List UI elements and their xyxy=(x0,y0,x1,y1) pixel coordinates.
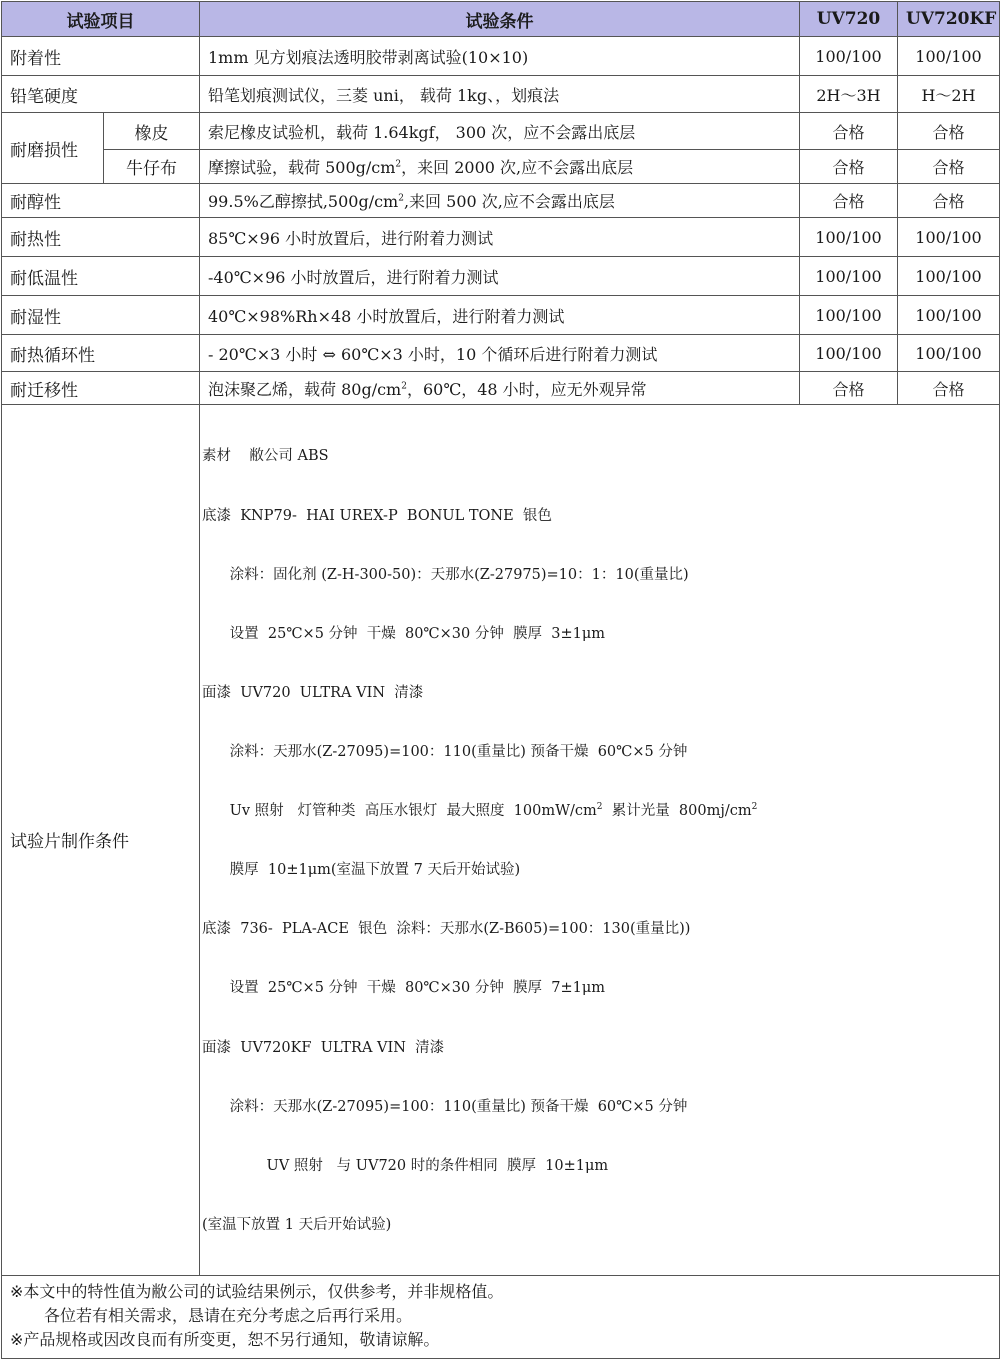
notes-cell xyxy=(2,1275,1000,1358)
header-uv720kf: UV720KF xyxy=(898,2,1000,37)
note-disclaimer: ※本文中的特性值为敝公司的试验结果例示，仅供参考，并非规格值。 xyxy=(10,1281,504,1301)
table-row xyxy=(2,405,1000,1276)
subitem-denim: 牛仔布 xyxy=(104,150,200,184)
uv720-humidity: 100/100 xyxy=(800,296,898,335)
prep-line: 素材 敝公司 ABS xyxy=(202,448,329,465)
table-row xyxy=(2,184,1000,218)
item-cold: 耐低温性 xyxy=(2,257,200,296)
note-spec-change: ※产品规格或因改良而有所变更，恕不另行通知，敬请谅解。 xyxy=(10,1329,440,1349)
condition-denim-sup: 2 xyxy=(395,159,402,170)
item-heat: 耐热性 xyxy=(2,218,200,257)
uv720-cold: 100/100 xyxy=(800,257,898,296)
table-row xyxy=(2,257,1000,296)
prep-line: UV 照射 与 UV720 时的条件相同 膜厚 10±1μm xyxy=(202,1157,609,1174)
uv720kf-pencil: H～2H xyxy=(898,76,1000,113)
condition-denim-b: ，来回 2000 次,应不会露出底层 xyxy=(401,158,634,177)
header-condition: 试验条件 xyxy=(200,2,800,37)
condition-migration xyxy=(200,372,800,405)
item-cycle: 耐热循环性 xyxy=(2,335,200,372)
table-row xyxy=(2,372,1000,405)
item-migration: 耐迁移性 xyxy=(2,372,200,405)
prep-line: 涂料：天那水(Z-27095)=100：110(重量比) 预备干燥 60℃×5 分钟 xyxy=(202,1098,688,1115)
prep-line: 面漆 UV720 ULTRA VIN 清漆 xyxy=(202,684,424,701)
item-alcohol: 耐醇性 xyxy=(2,184,200,218)
uv720kf-denim: 合格 xyxy=(898,150,1000,184)
prep-line: 涂料：天那水(Z-27095)=100：110(重量比) 预备干燥 60℃×5 分钟 xyxy=(202,743,688,760)
condition-migration-sup: 2 xyxy=(401,381,407,392)
condition-cycle: - 20℃×3 小时 ⇔ 60℃×3 小时，10 个循环后进行附着力测试 xyxy=(200,335,800,372)
condition-adhesion: 1mm 见方划痕法透明胶带剥离试验(10×10) xyxy=(200,37,800,76)
prep-line: 底漆 KNP79- HAI UREX-P BONUL TONE 银色 xyxy=(202,507,552,524)
prep-uv-sup-2: 2 xyxy=(751,802,758,813)
condition-alcohol-b: ,来回 500 次,应不会露出底层 xyxy=(403,192,615,211)
table-row xyxy=(2,335,1000,372)
table-row xyxy=(2,37,1000,76)
item-adhesion: 附着性 xyxy=(2,37,200,76)
prep-line-uv xyxy=(202,802,999,822)
condition-eraser: 索尼橡皮试验机，载荷 1.64kgf， 300 次，应不会露出底层 xyxy=(200,113,800,150)
prep-uv-text: Uv 照射 灯管种类 高压水银灯 最大照度 100mW/cm xyxy=(202,803,597,820)
condition-cold: -40℃×96 小时放置后，进行附着力测试 xyxy=(200,257,800,296)
condition-heat: 85℃×96 小时放置后，进行附着力测试 xyxy=(200,218,800,257)
uv720kf-adhesion: 100/100 xyxy=(898,37,1000,76)
uv720kf-alcohol: 合格 xyxy=(898,184,1000,218)
table-row xyxy=(2,76,1000,113)
table-row xyxy=(2,218,1000,257)
table-row xyxy=(2,296,1000,335)
prep-line: (室温下放置 1 天后开始试验) xyxy=(202,1216,392,1233)
notes-row xyxy=(2,1275,1000,1358)
condition-pencil: 铅笔划痕测试仪，三菱 uni， 载荷 1kg、，划痕法 xyxy=(200,76,800,113)
header-uv720: UV720 xyxy=(800,2,898,37)
condition-migration-a: 泡沫聚乙烯，载荷 80g/cm xyxy=(208,379,402,399)
item-pencil: 铅笔硬度 xyxy=(2,76,200,113)
prep-line: 面漆 UV720KF ULTRA VIN 清漆 xyxy=(202,1039,445,1056)
uv720-eraser: 合格 xyxy=(800,113,898,150)
prep-line: 设置 25℃×5 分钟 干燥 80℃×30 分钟 膜厚 7±1μm xyxy=(202,980,606,997)
condition-migration-b: ，60℃，48 小时，应无外观异常 xyxy=(406,379,647,399)
condition-denim-a: 摩擦试验，载荷 500g/cm xyxy=(208,158,396,177)
uv720kf-humidity: 100/100 xyxy=(898,296,1000,335)
condition-alcohol xyxy=(200,184,800,218)
uv720kf-cycle: 100/100 xyxy=(898,335,1000,372)
header-row xyxy=(2,2,1000,37)
prep-text xyxy=(200,405,999,1275)
condition-alcohol-sup: 2 xyxy=(398,193,404,204)
table-row xyxy=(2,113,1000,150)
prep-uv-mid: 累计光量 800mj/cm xyxy=(602,803,752,820)
prep-line: 设置 25℃×5 分钟 干燥 80℃×30 分钟 膜厚 3±1μm xyxy=(202,625,606,642)
uv720-migration: 合格 xyxy=(800,372,898,405)
prep-line: 底漆 736- PLA-ACE 银色 涂料：天那水(Z-B605)=100：130(重量比)) xyxy=(202,921,691,938)
item-humidity: 耐湿性 xyxy=(2,296,200,335)
uv720-denim: 合格 xyxy=(800,150,898,184)
uv720kf-heat: 100/100 xyxy=(898,218,1000,257)
prep-line: 涂料：固化剂 (Z-H-300-50)：天那水(Z-27975)=10：1：10(重量比) xyxy=(202,566,689,583)
table-row xyxy=(2,150,1000,184)
uv720-heat: 100/100 xyxy=(800,218,898,257)
uv720-adhesion: 100/100 xyxy=(800,37,898,76)
uv720-pencil: 2H～3H xyxy=(800,76,898,113)
condition-alcohol-a: 99.5%乙醇擦拭,500g/cm xyxy=(208,192,399,211)
uv720kf-migration: 合格 xyxy=(898,372,1000,405)
uv720-cycle: 100/100 xyxy=(800,335,898,372)
condition-denim xyxy=(200,150,800,184)
uv720kf-eraser: 合格 xyxy=(898,113,1000,150)
prep-line: 膜厚 10±1μm(室温下放置 7 天后开始试验) xyxy=(202,862,521,879)
prep-uv-sup-1: 2 xyxy=(596,802,603,813)
uv720-alcohol: 合格 xyxy=(800,184,898,218)
item-abrasion: 耐磨损性 xyxy=(2,113,104,184)
spec-table xyxy=(1,1,1000,1359)
subitem-eraser: 橡皮 xyxy=(104,113,200,150)
condition-humidity: 40℃×98%Rh×48 小时放置后，进行附着力测试 xyxy=(200,296,800,335)
header-item: 试验项目 xyxy=(2,2,200,37)
uv720kf-cold: 100/100 xyxy=(898,257,1000,296)
item-prep: 试验片制作条件 xyxy=(2,405,200,1276)
prep-conditions xyxy=(200,405,1000,1276)
note-consider: 各位若有相关需求，恳请在充分考虑之后再行采用。 xyxy=(44,1305,413,1325)
